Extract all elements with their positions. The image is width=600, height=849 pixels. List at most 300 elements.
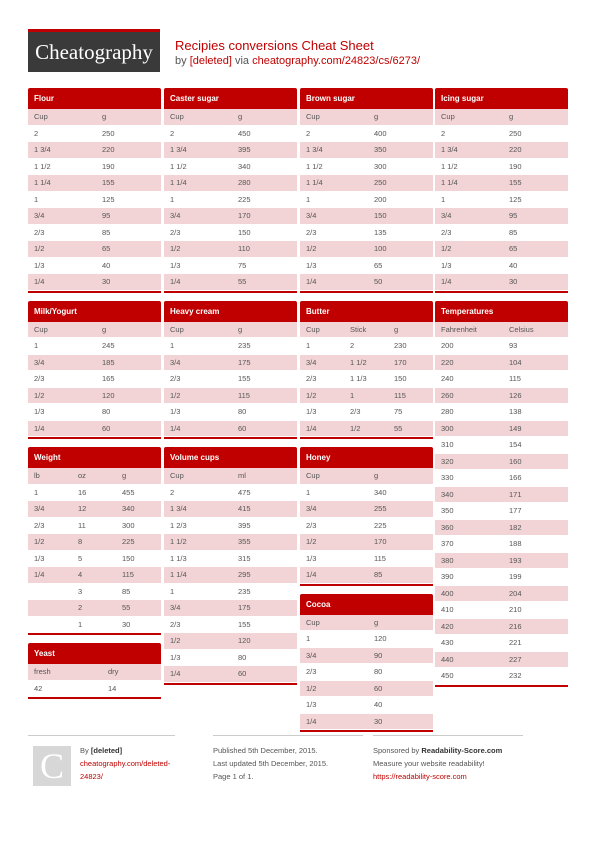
cell: 1/3 bbox=[306, 407, 317, 417]
cell: 260 bbox=[441, 390, 454, 400]
cell: 5 bbox=[78, 553, 83, 563]
cell: 175 bbox=[238, 357, 251, 367]
cell: 1 bbox=[34, 341, 39, 351]
cell: 50 bbox=[374, 277, 383, 287]
table-row bbox=[28, 584, 161, 601]
cell: 1/2 bbox=[170, 244, 181, 254]
table-header-row bbox=[300, 109, 433, 126]
page-header bbox=[175, 38, 420, 68]
cell: 232 bbox=[509, 671, 522, 681]
table-row bbox=[28, 241, 161, 258]
table-row bbox=[435, 371, 568, 388]
cell: 65 bbox=[102, 244, 111, 254]
cell: Cup bbox=[170, 112, 184, 122]
column-2 bbox=[164, 88, 297, 693]
table-row bbox=[164, 126, 297, 143]
cell: 320 bbox=[441, 456, 454, 466]
table-row bbox=[435, 503, 568, 520]
cell: 295 bbox=[238, 570, 251, 580]
cell: 1/4 bbox=[441, 277, 452, 287]
cell: 42 bbox=[34, 683, 43, 693]
cell: 1/2 bbox=[170, 390, 181, 400]
table-row bbox=[28, 225, 161, 242]
cell: 115 bbox=[394, 390, 406, 400]
cell: 155 bbox=[509, 178, 522, 188]
cell: 1/4 bbox=[34, 423, 45, 433]
table-row bbox=[300, 371, 433, 388]
table-header-row bbox=[28, 109, 161, 126]
cell: 85 bbox=[374, 570, 383, 580]
cell: 1 bbox=[306, 487, 311, 497]
cell: g bbox=[102, 324, 107, 334]
cell: 1/3 bbox=[170, 652, 181, 662]
cell: 1/3 bbox=[306, 260, 317, 270]
cell: 3/4 bbox=[306, 211, 317, 221]
cell: g bbox=[374, 617, 379, 627]
block-heavy-cream bbox=[164, 301, 297, 440]
cell: g bbox=[374, 112, 379, 122]
table-row bbox=[300, 534, 433, 551]
footer-sponsor bbox=[373, 735, 523, 783]
table-row bbox=[300, 631, 433, 648]
table-row bbox=[435, 258, 568, 275]
cell: 188 bbox=[509, 539, 522, 549]
table-row bbox=[300, 501, 433, 518]
cell: 450 bbox=[238, 128, 251, 138]
block-title: Honey bbox=[300, 447, 433, 468]
cell: 60 bbox=[374, 683, 383, 693]
cell: 395 bbox=[238, 145, 251, 155]
table-row bbox=[300, 258, 433, 275]
cell: 115 bbox=[509, 374, 521, 384]
cell: 430 bbox=[441, 638, 454, 648]
table-row bbox=[28, 567, 161, 584]
block-caster-sugar bbox=[164, 88, 297, 293]
table-row bbox=[435, 668, 568, 685]
table-row bbox=[164, 485, 297, 502]
cell: 75 bbox=[394, 407, 403, 417]
cell: g bbox=[509, 112, 514, 122]
table-row bbox=[164, 501, 297, 518]
cell: g bbox=[394, 324, 399, 334]
cell: 221 bbox=[509, 638, 522, 648]
cell: 2/3 bbox=[170, 227, 181, 237]
cell: 204 bbox=[509, 588, 522, 598]
cell: 1/2 bbox=[441, 244, 452, 254]
cell: 235 bbox=[238, 586, 251, 596]
column-3 bbox=[300, 88, 433, 740]
block-brown-sugar bbox=[300, 88, 433, 293]
cell: 160 bbox=[509, 456, 522, 466]
table-row bbox=[164, 371, 297, 388]
table-row bbox=[164, 274, 297, 291]
byline bbox=[175, 54, 420, 68]
cell: 1/3 bbox=[34, 553, 45, 563]
cell: 40 bbox=[102, 260, 111, 270]
cell: 1/2 bbox=[34, 537, 45, 547]
cell: 355 bbox=[238, 537, 251, 547]
cell: 80 bbox=[238, 652, 247, 662]
block-title: Caster sugar bbox=[164, 88, 297, 109]
cell: 12 bbox=[78, 504, 87, 514]
cell: 3 bbox=[78, 586, 83, 596]
sheet-url-link[interactable]: cheatography.com/24823/cs/6273/ bbox=[252, 55, 421, 67]
cell: 150 bbox=[374, 211, 387, 221]
cell: 120 bbox=[238, 636, 251, 646]
table-row bbox=[300, 225, 433, 242]
cell: 1/4 bbox=[170, 423, 181, 433]
table-row bbox=[435, 470, 568, 487]
table-row bbox=[435, 159, 568, 176]
cell: 182 bbox=[509, 522, 522, 532]
cell: 40 bbox=[509, 260, 518, 270]
table-row bbox=[300, 551, 433, 568]
cell: 95 bbox=[102, 211, 111, 221]
cell: 340 bbox=[374, 487, 387, 497]
cell: 3/4 bbox=[170, 211, 181, 221]
cell: 415 bbox=[238, 504, 251, 514]
cell: 2/3 bbox=[170, 619, 181, 629]
table-row bbox=[28, 175, 161, 192]
table-row bbox=[300, 567, 433, 584]
sponsor-name: Readability-Score.com bbox=[421, 746, 503, 755]
table-row bbox=[28, 404, 161, 421]
cell: 1 1/4 bbox=[170, 570, 187, 580]
table-header-row bbox=[300, 468, 433, 485]
table-row bbox=[28, 551, 161, 568]
cell: dry bbox=[108, 667, 119, 677]
cell: 200 bbox=[441, 341, 454, 351]
cell: 65 bbox=[374, 260, 383, 270]
cell: 1/3 bbox=[170, 407, 181, 417]
cell: 250 bbox=[374, 178, 387, 188]
cell: 300 bbox=[122, 520, 135, 530]
sponsor-label: Sponsored by bbox=[373, 746, 420, 755]
block-title: Weight bbox=[28, 447, 161, 468]
cell: 1 bbox=[170, 194, 175, 204]
cell: 80 bbox=[374, 667, 383, 677]
table-row bbox=[300, 388, 433, 405]
cell: 1/2 bbox=[306, 244, 317, 254]
cell: Cup bbox=[170, 471, 184, 481]
cell: 240 bbox=[441, 374, 454, 384]
block-yeast bbox=[28, 643, 161, 699]
column-1 bbox=[28, 88, 161, 707]
cell: 2 bbox=[306, 128, 311, 138]
cell: 2 bbox=[170, 487, 175, 497]
avatar: C bbox=[33, 746, 71, 786]
table-row bbox=[164, 421, 297, 438]
table-row bbox=[28, 421, 161, 438]
cell: 55 bbox=[394, 423, 403, 433]
cell: 3/4 bbox=[34, 504, 45, 514]
table-row bbox=[435, 619, 568, 636]
cell: g bbox=[374, 471, 379, 481]
cell: Celsius bbox=[509, 324, 534, 334]
cell: Cup bbox=[306, 471, 320, 481]
cell: 225 bbox=[122, 537, 135, 547]
cell: 1/4 bbox=[170, 669, 181, 679]
cell: 1 bbox=[306, 341, 311, 351]
updated-date: Last updated 5th December, 2015. bbox=[213, 759, 329, 768]
cell: 135 bbox=[374, 227, 387, 237]
cell: 235 bbox=[238, 341, 251, 351]
table-row bbox=[435, 126, 568, 143]
table-row bbox=[164, 241, 297, 258]
cell: 3/4 bbox=[441, 211, 452, 221]
table-row bbox=[300, 192, 433, 209]
cell: 166 bbox=[509, 473, 522, 483]
table-row bbox=[164, 208, 297, 225]
cell: 2 bbox=[34, 128, 39, 138]
table-row bbox=[300, 648, 433, 665]
cell: 395 bbox=[238, 520, 251, 530]
cell: 3/4 bbox=[306, 504, 317, 514]
table-row bbox=[435, 437, 568, 454]
cell: 1 1/2 bbox=[350, 357, 367, 367]
published-date: Published 5th December, 2015. bbox=[213, 746, 318, 755]
by-label: by bbox=[175, 55, 187, 67]
cell: 55 bbox=[238, 277, 247, 287]
table-row bbox=[28, 371, 161, 388]
cell: 1/4 bbox=[34, 277, 45, 287]
cell: 1 2/3 bbox=[170, 520, 187, 530]
page-count: Page 1 of 1. bbox=[213, 772, 254, 781]
cell: 475 bbox=[238, 487, 251, 497]
cell: 80 bbox=[238, 407, 247, 417]
table-row bbox=[300, 159, 433, 176]
cell: 1 3/4 bbox=[170, 145, 187, 155]
table-row bbox=[435, 338, 568, 355]
cell: 155 bbox=[238, 374, 251, 384]
cell: 85 bbox=[509, 227, 518, 237]
cell: 149 bbox=[509, 423, 522, 433]
table-header-row bbox=[28, 322, 161, 339]
cell: 75 bbox=[238, 260, 247, 270]
by-label: By bbox=[80, 746, 89, 755]
cell: 200 bbox=[374, 194, 387, 204]
cell: 300 bbox=[441, 423, 454, 433]
table-row bbox=[164, 584, 297, 601]
table-row bbox=[435, 208, 568, 225]
table-row bbox=[300, 241, 433, 258]
table-row bbox=[28, 159, 161, 176]
cell: 1/3 bbox=[441, 260, 452, 270]
cheatography-logo[interactable]: Cheatography bbox=[28, 29, 160, 72]
table-row bbox=[28, 681, 161, 698]
cell: 199 bbox=[509, 572, 522, 582]
cell: 1 1/4 bbox=[34, 178, 51, 188]
cell: 1/2 bbox=[34, 390, 45, 400]
cell: 1/4 bbox=[306, 570, 317, 580]
cell: 300 bbox=[374, 161, 387, 171]
table-row bbox=[164, 404, 297, 421]
cell: 30 bbox=[122, 619, 131, 629]
cell: 1 3/4 bbox=[306, 145, 323, 155]
cell: 1 bbox=[170, 586, 175, 596]
table-row bbox=[435, 487, 568, 504]
table-row bbox=[164, 567, 297, 584]
cell: 1/3 bbox=[34, 407, 45, 417]
table-row bbox=[164, 650, 297, 667]
cell: 1 bbox=[34, 194, 39, 204]
cell: 80 bbox=[102, 407, 111, 417]
cell: 2/3 bbox=[441, 227, 452, 237]
cell: 8 bbox=[78, 537, 83, 547]
table-row bbox=[300, 355, 433, 372]
sponsor-link[interactable]: https://readability-score.com bbox=[373, 772, 467, 781]
table-row bbox=[28, 600, 161, 617]
cell: Cup bbox=[306, 617, 320, 627]
cell: g bbox=[122, 471, 127, 481]
table-row bbox=[28, 355, 161, 372]
cell: 2/3 bbox=[306, 227, 317, 237]
cell: 95 bbox=[509, 211, 518, 221]
table-row bbox=[164, 518, 297, 535]
table-row bbox=[164, 600, 297, 617]
table-row bbox=[435, 652, 568, 669]
cell: 225 bbox=[374, 520, 387, 530]
cell: 220 bbox=[102, 145, 115, 155]
table-row bbox=[435, 175, 568, 192]
cell: Stick bbox=[350, 324, 367, 334]
cell: 40 bbox=[374, 700, 383, 710]
table-row bbox=[300, 697, 433, 714]
cell: 170 bbox=[394, 357, 407, 367]
cell: 65 bbox=[509, 244, 518, 254]
table-row bbox=[164, 338, 297, 355]
table-row bbox=[164, 142, 297, 159]
cell: 2/3 bbox=[34, 374, 45, 384]
table-row bbox=[300, 485, 433, 502]
block-title: Brown sugar bbox=[300, 88, 433, 109]
cell: 350 bbox=[374, 145, 387, 155]
cell: Cup bbox=[34, 324, 48, 334]
block-title: Volume cups bbox=[164, 447, 297, 468]
cell: 104 bbox=[509, 357, 522, 367]
author-link[interactable]: [deleted] bbox=[189, 55, 232, 67]
table-row bbox=[435, 602, 568, 619]
table-row bbox=[28, 208, 161, 225]
cell: 330 bbox=[441, 473, 454, 483]
cell: 255 bbox=[374, 504, 387, 514]
table-row bbox=[300, 274, 433, 291]
cell: 55 bbox=[122, 603, 131, 613]
block-weight bbox=[28, 447, 161, 635]
footer-dates bbox=[213, 735, 363, 783]
cell: 1 1/3 bbox=[350, 374, 367, 384]
cell: 4 bbox=[78, 570, 83, 580]
cell: 115 bbox=[122, 570, 134, 580]
footer-author-name: [deleted] bbox=[90, 746, 123, 755]
table-row bbox=[435, 225, 568, 242]
cell: 450 bbox=[441, 671, 454, 681]
cell: 125 bbox=[509, 194, 522, 204]
table-header-row bbox=[164, 322, 297, 339]
block-temperatures bbox=[435, 301, 568, 687]
cell: 1/3 bbox=[306, 700, 317, 710]
cell: 310 bbox=[441, 440, 454, 450]
block-volume-cups bbox=[164, 447, 297, 685]
cell: 3/4 bbox=[170, 603, 181, 613]
cell: 360 bbox=[441, 522, 454, 532]
cell: 1 1/2 bbox=[170, 161, 187, 171]
table-header-row bbox=[28, 468, 161, 485]
cell: 1/2 bbox=[306, 683, 317, 693]
table-header-row bbox=[435, 109, 568, 126]
cell: 1 1/4 bbox=[306, 178, 323, 188]
cell: 340 bbox=[441, 489, 454, 499]
cell: 93 bbox=[509, 341, 518, 351]
table-row bbox=[28, 142, 161, 159]
block-title: Icing sugar bbox=[435, 88, 568, 109]
table-row bbox=[435, 355, 568, 372]
cell: Cup bbox=[306, 112, 320, 122]
cell: lb bbox=[34, 471, 40, 481]
table-row bbox=[300, 404, 433, 421]
cell: g bbox=[238, 324, 243, 334]
cell: ml bbox=[238, 471, 246, 481]
cell: 1 1/3 bbox=[170, 553, 187, 563]
cell: 440 bbox=[441, 654, 454, 664]
cell: 2/3 bbox=[350, 407, 361, 417]
table-row bbox=[435, 536, 568, 553]
table-header-row bbox=[28, 664, 161, 681]
cell: oz bbox=[78, 471, 86, 481]
cell: fresh bbox=[34, 667, 51, 677]
cell: 315 bbox=[238, 553, 251, 563]
table-row bbox=[300, 518, 433, 535]
footer-author-link-cont[interactable]: 24823/ bbox=[80, 772, 103, 781]
cell: 1/2 bbox=[170, 636, 181, 646]
cell: 110 bbox=[238, 244, 250, 254]
cell: 11 bbox=[78, 520, 86, 530]
cell: 60 bbox=[238, 669, 247, 679]
footer-author-link[interactable]: cheatography.com/deleted- bbox=[80, 759, 171, 768]
table-row bbox=[28, 192, 161, 209]
cell: 120 bbox=[374, 634, 387, 644]
table-row bbox=[164, 159, 297, 176]
cell: 85 bbox=[122, 586, 131, 596]
cell: 1/2 bbox=[350, 423, 361, 433]
cell: 138 bbox=[509, 407, 522, 417]
cell: 280 bbox=[441, 407, 454, 417]
table-row bbox=[435, 142, 568, 159]
table-row bbox=[435, 274, 568, 291]
table-header-row bbox=[300, 615, 433, 632]
cell: 245 bbox=[102, 341, 115, 351]
block-butter bbox=[300, 301, 433, 440]
cell: Cup bbox=[34, 112, 48, 122]
block-title: Milk/Yogurt bbox=[28, 301, 161, 322]
block-title: Flour bbox=[28, 88, 161, 109]
cell: 2/3 bbox=[306, 667, 317, 677]
cell: 1 bbox=[78, 619, 83, 629]
table-row bbox=[164, 551, 297, 568]
page-title: Recipies conversions Cheat Sheet bbox=[175, 38, 374, 53]
table-row bbox=[435, 421, 568, 438]
cell: 100 bbox=[374, 244, 387, 254]
cell: 227 bbox=[509, 654, 522, 664]
cell: 2/3 bbox=[306, 374, 317, 384]
cell: 1/4 bbox=[170, 277, 181, 287]
table-row bbox=[300, 421, 433, 438]
table-row bbox=[28, 126, 161, 143]
cell: 150 bbox=[238, 227, 251, 237]
cell: 85 bbox=[102, 227, 111, 237]
table-row bbox=[435, 388, 568, 405]
cell: 30 bbox=[509, 277, 518, 287]
